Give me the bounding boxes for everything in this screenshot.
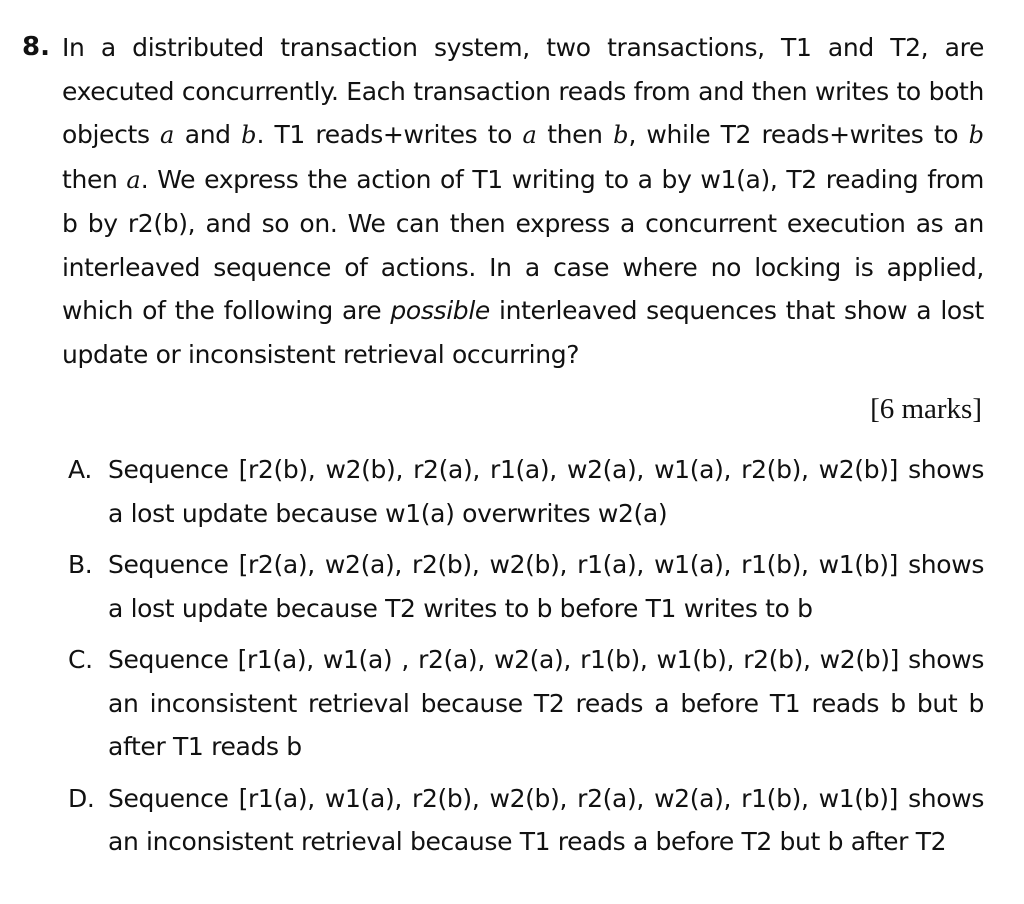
option-text: Sequence [r1(a), w1(a), r2(b), w2(b), r2(a), w2(a), r1(b), w1(b)] shows an inconsistent retrieval because T1 reads a before T2 but b after T2 [108,783,984,856]
option-letter: A. [68,455,92,484]
variable-b: b [241,121,257,149]
variable-a: a [160,121,175,149]
option-text: Sequence [r2(a), w2(a), r2(b), w2(b), r1(a), w1(a), r1(b), w1(b)] shows a lost update because T2 writes to b before T1 writes to b [108,550,984,623]
stem-text: . We express the action of T1 writing to a by w1(a), T2 reading from b by r2(b), and so on. We can then express a concurrent execution as an interleaved sequence of actions. In a case where no locking is applied, which of the following are [62,164,984,325]
marks-label: [6 marks] [870,393,982,425]
variable-b: b [613,121,629,149]
option-text: Sequence [r1(a), w1(a) , r2(a), w2(a), r1(b), w1(b), r2(b), w2(b)] shows an inconsistent retrieval because T2 reads a before T1 reads b but b after T1 reads b [108,645,984,761]
stem-text: then [62,164,127,194]
option-a [68,448,984,535]
option-d [68,777,984,864]
question-stem [62,26,984,376]
stem-text: interleaved sequences that show a lost update or inconsistent retrieval occurring? [62,296,984,369]
option-letter: B. [68,550,93,579]
stem-text: . T1 reads+writes to [256,120,523,149]
stem-text: , while T2 reads+writes to [628,120,969,149]
option-letter: C. [68,645,93,674]
option-letter: D. [68,783,95,813]
option-b [68,543,984,630]
emphasis-possible: possible [390,296,490,325]
variable-a: a [522,121,537,149]
variable-a: a [126,165,141,194]
answer-options [68,448,984,864]
stem-text: then [536,120,614,149]
stem-text: In a distributed transaction system, two transactions, T1 and T2, are executed concurrently. Each transaction reads from and then writes to both objects [62,33,984,149]
stem-text: and [174,120,242,149]
question-number: 8. [22,32,50,62]
option-text: Sequence [r2(b), w2(b), r2(a), r1(a), w2(a), w1(a), r2(b), w2(b)] shows a lost update because w1(a) overwrites w2(a) [108,455,984,528]
question-block [22,26,984,376]
option-c [68,638,984,769]
variable-b: b [968,121,985,149]
